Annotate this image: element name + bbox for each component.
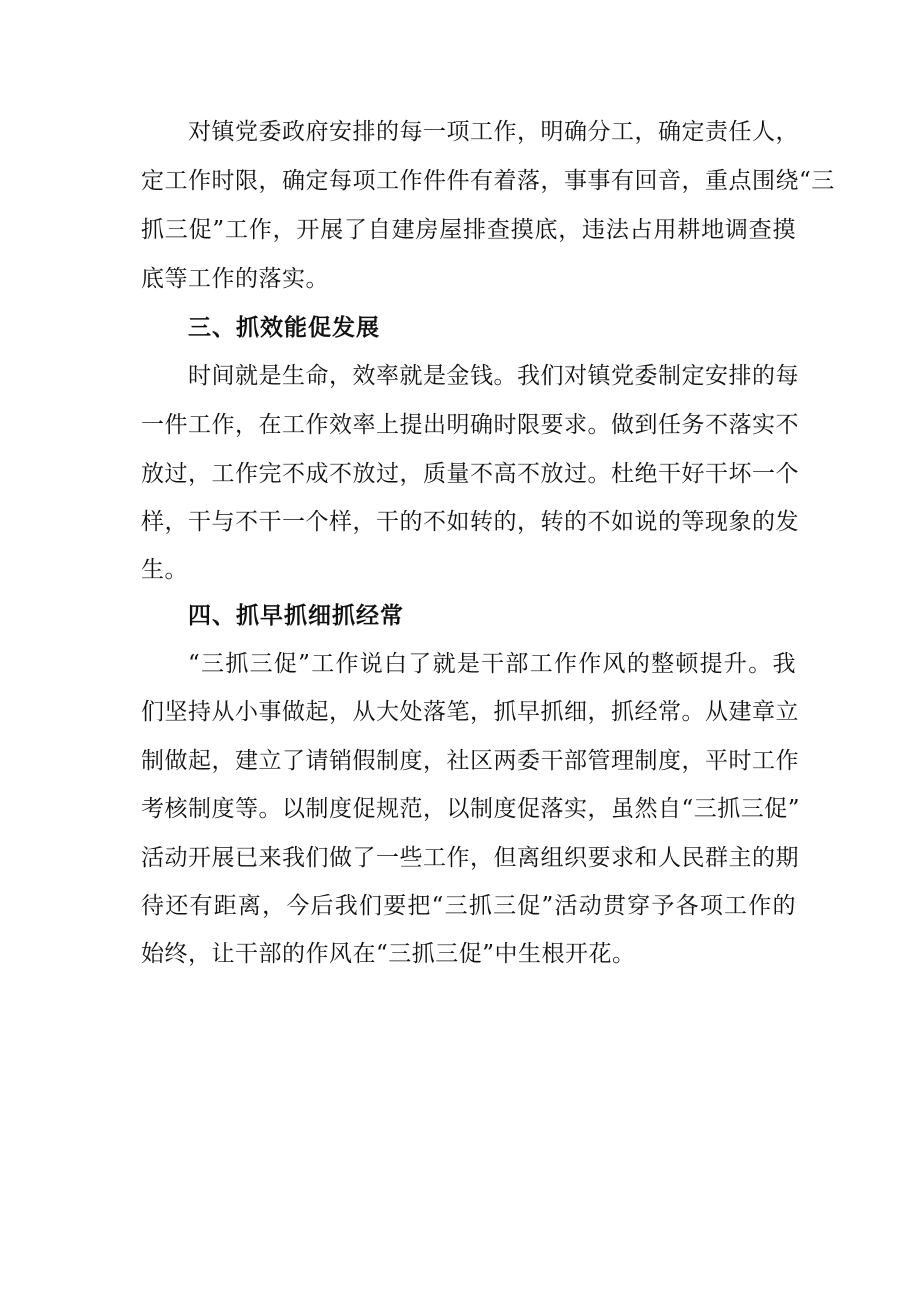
text-line: 一件工作，在工作效率上提出明确时限要求。做到任务不落实不: [141, 412, 799, 438]
text-line: 时间就是生命，效率就是金钱。我们对镇党委制定安排的每: [188, 363, 799, 389]
text-line: “三抓三促”工作说白了就是干部工作作风的整顿提升。我: [188, 651, 796, 677]
text-line: 始终，让干部的作风在“三抓三促”中生根开花。: [141, 941, 636, 967]
text-line: 活动开展已来我们做了一些工作，但离组织要求和人民群主的期: [141, 845, 799, 871]
text-line: 生。: [141, 557, 188, 583]
text-line: 制做起，建立了请销假制度，社区两委干部管理制度，平时工作: [141, 748, 799, 774]
text-line: 考核制度等。以制度促规范，以制度促落实，虽然自“三抓三促”: [141, 796, 801, 822]
text-line: 样，干与不干一个样，干的不如转的，转的不如说的等现象的发: [141, 509, 799, 535]
text-line: 待还有距离，今后我们要把“三抓三促”活动贯穿予各项工作的: [141, 893, 796, 919]
text-line: 抓三促”工作，开展了自建房屋排查摸底，违法占用耕地调查摸: [141, 217, 796, 243]
text-line: 底等工作的落实。: [141, 266, 329, 292]
text-line: 定工作时限，确定每项工作件件有着落，事事有回音，重点围绕“三: [141, 168, 835, 194]
text-line: 们坚持从小事做起，从大处落笔，抓早抓细，抓经常。从建章立: [141, 699, 799, 725]
section-heading-4: 四、抓早抓细抓经常: [188, 603, 404, 629]
text-line: 对镇党委政府安排的每一项工作，明确分工，确定责任人，: [188, 119, 799, 145]
section-heading-3: 三、抓效能促发展: [188, 315, 380, 341]
text-line: 放过，工作完不成不放过，质量不高不放过。杜绝干好干坏一个: [141, 461, 799, 487]
